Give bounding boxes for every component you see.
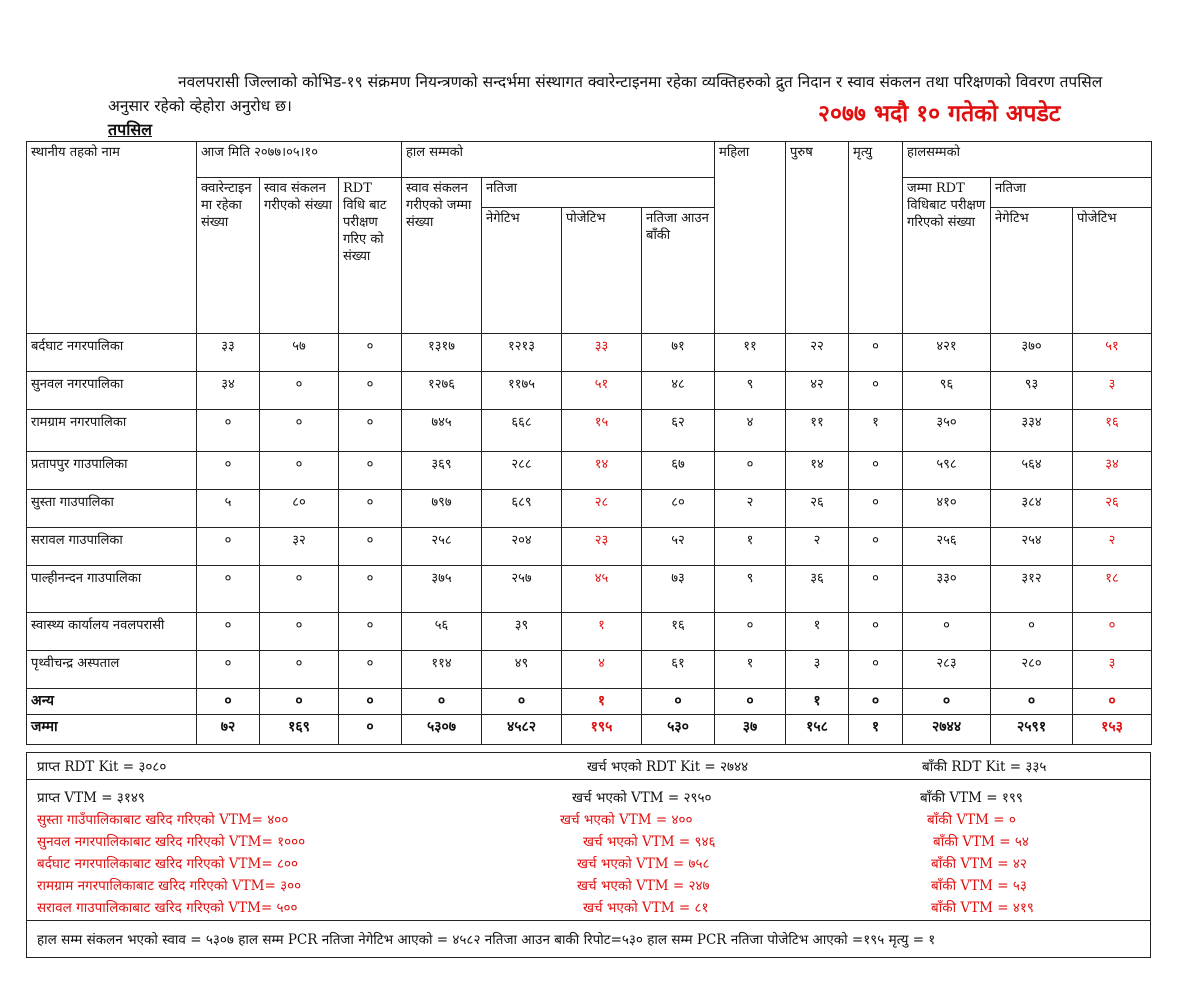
table-cell: ३३ xyxy=(197,334,260,372)
header-positive: पोजेटिभ xyxy=(562,208,642,334)
table-cell: ३ xyxy=(786,651,849,689)
table-cell: ५१ xyxy=(562,372,642,410)
table-cell: ० xyxy=(197,651,260,689)
table-cell: ० xyxy=(849,452,903,490)
table-cell: ६१ xyxy=(642,651,715,689)
header-female: महिला xyxy=(715,142,786,334)
table-cell: ५६४ xyxy=(991,452,1073,490)
table-cell: ११ xyxy=(786,410,849,452)
table-cell: ७२ xyxy=(197,715,260,745)
table-cell: ० xyxy=(482,689,562,715)
table-cell: ० xyxy=(642,689,715,715)
table-cell: ० xyxy=(849,372,903,410)
table-cell: ७९७ xyxy=(402,490,482,528)
table-cell: ० xyxy=(260,410,339,452)
table-cell: ४८ xyxy=(642,372,715,410)
table-cell: ० xyxy=(339,334,402,372)
table-cell: १५ xyxy=(562,410,642,452)
local-level-name: सुस्ता गाउपालिका xyxy=(27,490,197,528)
table-cell: ५७ xyxy=(260,334,339,372)
vtm-remaining-5: बाँकी VTM = ४१९ xyxy=(931,900,1034,916)
header-rdt-total: जम्मा RDT विधिबाट परीक्षण गरिएको संख्या xyxy=(903,178,991,334)
vtm-received-0: प्राप्त VTM = ३१४९ xyxy=(37,790,145,806)
table-cell: ९ xyxy=(715,566,786,613)
table-cell: ० xyxy=(1073,689,1152,715)
vtm-used-4: खर्च भएको VTM = २४७ xyxy=(577,878,710,894)
table-cell: १६९ xyxy=(260,715,339,745)
table-cell: ० xyxy=(849,613,903,651)
table-cell: १५३ xyxy=(1073,715,1152,745)
table-cell: ३६ xyxy=(786,566,849,613)
table-cell: ० xyxy=(339,715,402,745)
table-cell: ४ xyxy=(715,410,786,452)
header-quarantine: क्वारेन्टाइन मा रहेका संख्या xyxy=(197,178,260,334)
table-row xyxy=(27,715,1152,745)
table-cell: २२ xyxy=(786,334,849,372)
header-result-rdt: नतिजा xyxy=(991,178,1152,208)
vtm-received-5: सरावल गाउपालिकाबाट खरिद गरिएको VTM= ५०० xyxy=(37,900,298,916)
table-cell: २५७ xyxy=(482,566,562,613)
local-level-name: बर्दघाट नगरपालिका xyxy=(27,334,197,372)
table-cell: ० xyxy=(260,613,339,651)
local-level-name: रामग्राम नगरपालिका xyxy=(27,410,197,452)
table-cell: ५१ xyxy=(1073,334,1152,372)
table-cell: १२१३ xyxy=(482,334,562,372)
rdt-kit-row xyxy=(27,753,1150,780)
header-swab-total: स्वाव संकलन गरीएको जम्मा संख्या xyxy=(402,178,482,334)
header-group-rdt: हालसम्मको xyxy=(903,142,1152,178)
vtm-received-4: रामग्राम नगरपालिकाबाट खरिद गरिएको VTM= ३०० xyxy=(37,878,302,894)
table-cell: २५४ xyxy=(991,528,1073,566)
table-cell: ३२ xyxy=(260,528,339,566)
vtm-used-1: खर्च भएको VTM = ४०० xyxy=(560,812,693,828)
table-cell: १ xyxy=(562,613,642,651)
table-row xyxy=(27,410,1152,452)
vtm-used-5: खर्च भएको VTM = ८१ xyxy=(583,900,709,916)
table-cell: ० xyxy=(849,651,903,689)
table-cell: ९ xyxy=(715,372,786,410)
table-cell: २६ xyxy=(786,490,849,528)
local-level-name: सुनवल नगरपालिका xyxy=(27,372,197,410)
table-cell: १ xyxy=(715,528,786,566)
table-cell: ० xyxy=(991,689,1073,715)
vtm-section xyxy=(27,780,1150,921)
table-cell: ११ xyxy=(715,334,786,372)
header-group-till-now: हाल सम्मको xyxy=(402,142,715,178)
table-cell: ९३ xyxy=(991,372,1073,410)
table-cell: ० xyxy=(849,528,903,566)
table-cell: ० xyxy=(197,613,260,651)
table-row xyxy=(27,372,1152,410)
kit-summary-box xyxy=(26,752,1151,958)
table-cell: ० xyxy=(197,410,260,452)
header-local-level: स्थानीय तहको नाम xyxy=(27,142,197,334)
table-cell: ५३० xyxy=(642,715,715,745)
table-row xyxy=(27,490,1152,528)
table-cell: ३९ xyxy=(482,613,562,651)
table-cell: ० xyxy=(849,490,903,528)
table-cell: ९६ xyxy=(903,372,991,410)
vtm-remaining-3: बाँकी VTM = ४२ xyxy=(931,856,1027,872)
local-level-name: अन्य xyxy=(27,689,197,715)
table-cell: ३३० xyxy=(903,566,991,613)
table-cell: ० xyxy=(339,410,402,452)
table-cell: ५२ xyxy=(642,528,715,566)
rdt-remaining: बाँकी RDT Kit = ३३५ xyxy=(922,759,1047,775)
table-cell: २८ xyxy=(562,490,642,528)
table-cell: ० xyxy=(339,689,402,715)
table-row xyxy=(27,613,1152,651)
table-cell: २६ xyxy=(1073,490,1152,528)
table-body xyxy=(27,334,1152,745)
table-cell: ३ xyxy=(1073,651,1152,689)
table-cell: ० xyxy=(197,452,260,490)
table-cell: ४९ xyxy=(482,651,562,689)
table-cell: ० xyxy=(197,528,260,566)
table-cell: २५८ xyxy=(402,528,482,566)
local-level-name: प्रतापपुर गाउपालिका xyxy=(27,452,197,490)
rdt-received: प्राप्त RDT Kit = ३०८० xyxy=(37,759,167,775)
table-row xyxy=(27,651,1152,689)
table-row xyxy=(27,452,1152,490)
table-cell: ५६ xyxy=(402,613,482,651)
table-row xyxy=(27,689,1152,715)
table-row xyxy=(27,334,1152,372)
table-cell: ६८९ xyxy=(482,490,562,528)
table-cell: ३ xyxy=(1073,372,1152,410)
table-cell: ० xyxy=(715,689,786,715)
table-cell: २३ xyxy=(562,528,642,566)
header-male: पुरुष xyxy=(786,142,849,334)
table-cell: ३८४ xyxy=(991,490,1073,528)
table-cell: ० xyxy=(197,566,260,613)
table-cell: ० xyxy=(849,566,903,613)
table-cell: ३७० xyxy=(991,334,1073,372)
table-cell: २ xyxy=(1073,528,1152,566)
header-swab-collected: स्वाव संकलन गरीएको संख्या xyxy=(260,178,339,334)
header-result: नतिजा xyxy=(482,178,715,208)
table-cell: ० xyxy=(260,651,339,689)
table-cell: १६ xyxy=(1073,410,1152,452)
table-cell: ५९८ xyxy=(903,452,991,490)
table-cell: ४१० xyxy=(903,490,991,528)
table-cell: २८८ xyxy=(482,452,562,490)
table-cell: २८३ xyxy=(903,651,991,689)
header-negative-rdt: नेगेटिभ xyxy=(991,208,1073,334)
table-cell: १६ xyxy=(642,613,715,651)
table-cell: ६७ xyxy=(642,452,715,490)
table-cell: ० xyxy=(715,452,786,490)
table-cell: २७४४ xyxy=(903,715,991,745)
rdt-used: खर्च भएको RDT Kit = २७४४ xyxy=(587,759,749,775)
table-cell: ५ xyxy=(197,490,260,528)
table-cell: १ xyxy=(849,410,903,452)
table-cell: ० xyxy=(715,613,786,651)
table-cell: २५९१ xyxy=(991,715,1073,745)
local-level-name: पृथ्वीचन्द्र अस्पताल xyxy=(27,651,197,689)
table-cell: ६६८ xyxy=(482,410,562,452)
table-cell: १ xyxy=(849,715,903,745)
vtm-used-0: खर्च भएको VTM = २९५० xyxy=(572,790,712,806)
table-cell: ० xyxy=(339,372,402,410)
table-cell: ० xyxy=(339,613,402,651)
table-cell: ० xyxy=(260,372,339,410)
table-cell: ३७५ xyxy=(402,566,482,613)
vtm-received-2: सुनवल नगरपालिकाबाट खरिद गरिएको VTM= १००० xyxy=(37,834,306,850)
table-cell: ० xyxy=(197,689,260,715)
table-cell: २ xyxy=(715,490,786,528)
table-cell: १८ xyxy=(1073,566,1152,613)
vtm-used-3: खर्च भएको VTM = ७५८ xyxy=(577,856,710,872)
table-cell: ३४ xyxy=(1073,452,1152,490)
table-cell: ३३४ xyxy=(991,410,1073,452)
table-cell: ७१ xyxy=(642,334,715,372)
header-positive-rdt: पोजेटिभ xyxy=(1073,208,1152,334)
local-level-name: स्वास्थ्य कार्यालय नवलपरासी xyxy=(27,613,197,651)
vtm-remaining-0: बाँकी VTM = १९९ xyxy=(920,790,1023,806)
header-rdt-tested: RDT विधि बाट परीक्षण गरिए को संख्या xyxy=(339,178,402,334)
table-cell: ३६९ xyxy=(402,452,482,490)
table-cell: ० xyxy=(339,528,402,566)
vtm-received-3: बर्दघाट नगरपालिकाबाट खरिद गरिएको VTM= ८०० xyxy=(37,856,299,872)
table-cell: ११७५ xyxy=(482,372,562,410)
table-cell: १९५ xyxy=(562,715,642,745)
table-cell: ० xyxy=(849,334,903,372)
table-cell: ० xyxy=(260,689,339,715)
table-cell: ० xyxy=(903,613,991,651)
table-cell: २ xyxy=(786,528,849,566)
local-level-name: जम्मा xyxy=(27,715,197,745)
table-cell: ३५० xyxy=(903,410,991,452)
table-cell: ० xyxy=(903,689,991,715)
table-cell: ३७ xyxy=(715,715,786,745)
covid-data-table xyxy=(26,141,1152,745)
header-negative: नेगेटिभ xyxy=(482,208,562,334)
header-pending: नतिजा आउन बाँकी xyxy=(642,208,715,334)
table-row xyxy=(27,566,1152,613)
table-cell: ७४५ xyxy=(402,410,482,452)
header-death: मृत्यु xyxy=(849,142,903,334)
vtm-used-2: खर्च भएको VTM = ९४६ xyxy=(583,834,716,850)
table-cell: ० xyxy=(402,689,482,715)
table-cell: १४ xyxy=(562,452,642,490)
table-cell: १ xyxy=(786,613,849,651)
vtm-remaining-4: बाँकी VTM = ५३ xyxy=(931,878,1027,894)
table-cell: ३४ xyxy=(197,372,260,410)
table-cell: ७३ xyxy=(642,566,715,613)
table-cell: ४५ xyxy=(562,566,642,613)
table-cell: ० xyxy=(1073,613,1152,651)
header-group-today: आज मिति २०७७।०५।१० xyxy=(197,142,402,178)
vtm-received-1: सुस्ता गाउँपालिकाबाट खरिद गरिएको VTM= ४०० xyxy=(37,812,289,828)
table-cell: ११४ xyxy=(402,651,482,689)
table-row xyxy=(27,528,1152,566)
local-level-name: पाल्हीनन्दन गाउपालिका xyxy=(27,566,197,613)
table-cell: ८० xyxy=(260,490,339,528)
vtm-remaining-1: बाँकी VTM = ० xyxy=(927,812,1016,828)
table-cell: ० xyxy=(339,651,402,689)
table-cell: ० xyxy=(849,689,903,715)
update-label: २०७७ भदौ १० गतेको अपडेट xyxy=(818,101,1061,127)
table-cell: १३१७ xyxy=(402,334,482,372)
table-cell: ० xyxy=(339,566,402,613)
table-cell: ८० xyxy=(642,490,715,528)
table-cell: ४२ xyxy=(786,372,849,410)
table-cell: १४ xyxy=(786,452,849,490)
table-cell: ३३ xyxy=(562,334,642,372)
table-cell: ० xyxy=(260,452,339,490)
intro-text: नवलपरासी जिल्लाको कोभिड-१९ संक्रमण नियन्त्रणको सन्दर्भमा संस्थागत क्वारेन्टाइनमा रहेका व्यक्तिहरुको द्रुत निदान र स्वाव संकलन तथा परिक्षणको विवरण तपसिल अनुसार रहेको व्हेहोरा अनुरोध छ। xyxy=(108,73,1103,115)
table-cell: ० xyxy=(339,452,402,490)
table-cell: ० xyxy=(339,490,402,528)
table-cell: ४५८२ xyxy=(482,715,562,745)
table-cell: ६२ xyxy=(642,410,715,452)
table-cell: १ xyxy=(715,651,786,689)
summary-text: हाल सम्म संकलन भएको स्वाव = ५३०७ हाल सम्म PCR नतिजा नेगेटिभ आएको = ४५८२ नतिजा आउन बाकी रिपोट=५३० हाल सम्म PCR नतिजा पोजेटिभ आएको =१९५ मृत्यु = १ xyxy=(37,932,936,948)
table-cell: ५३०७ xyxy=(402,715,482,745)
table-cell: २५६ xyxy=(903,528,991,566)
table-cell: २८० xyxy=(991,651,1073,689)
vtm-remaining-2: बाँकी VTM = ५४ xyxy=(933,834,1029,850)
table-cell: ४२१ xyxy=(903,334,991,372)
table-cell: १२७६ xyxy=(402,372,482,410)
table-cell: १ xyxy=(562,689,642,715)
table-cell: ० xyxy=(260,566,339,613)
tapasil-heading: तपसिल xyxy=(108,120,153,139)
table-cell: १५८ xyxy=(786,715,849,745)
table-cell: ३१२ xyxy=(991,566,1073,613)
table-cell: ० xyxy=(991,613,1073,651)
table-cell: २०४ xyxy=(482,528,562,566)
table-cell: ४ xyxy=(562,651,642,689)
local-level-name: सरावल गाउपालिका xyxy=(27,528,197,566)
table-cell: १ xyxy=(786,689,849,715)
